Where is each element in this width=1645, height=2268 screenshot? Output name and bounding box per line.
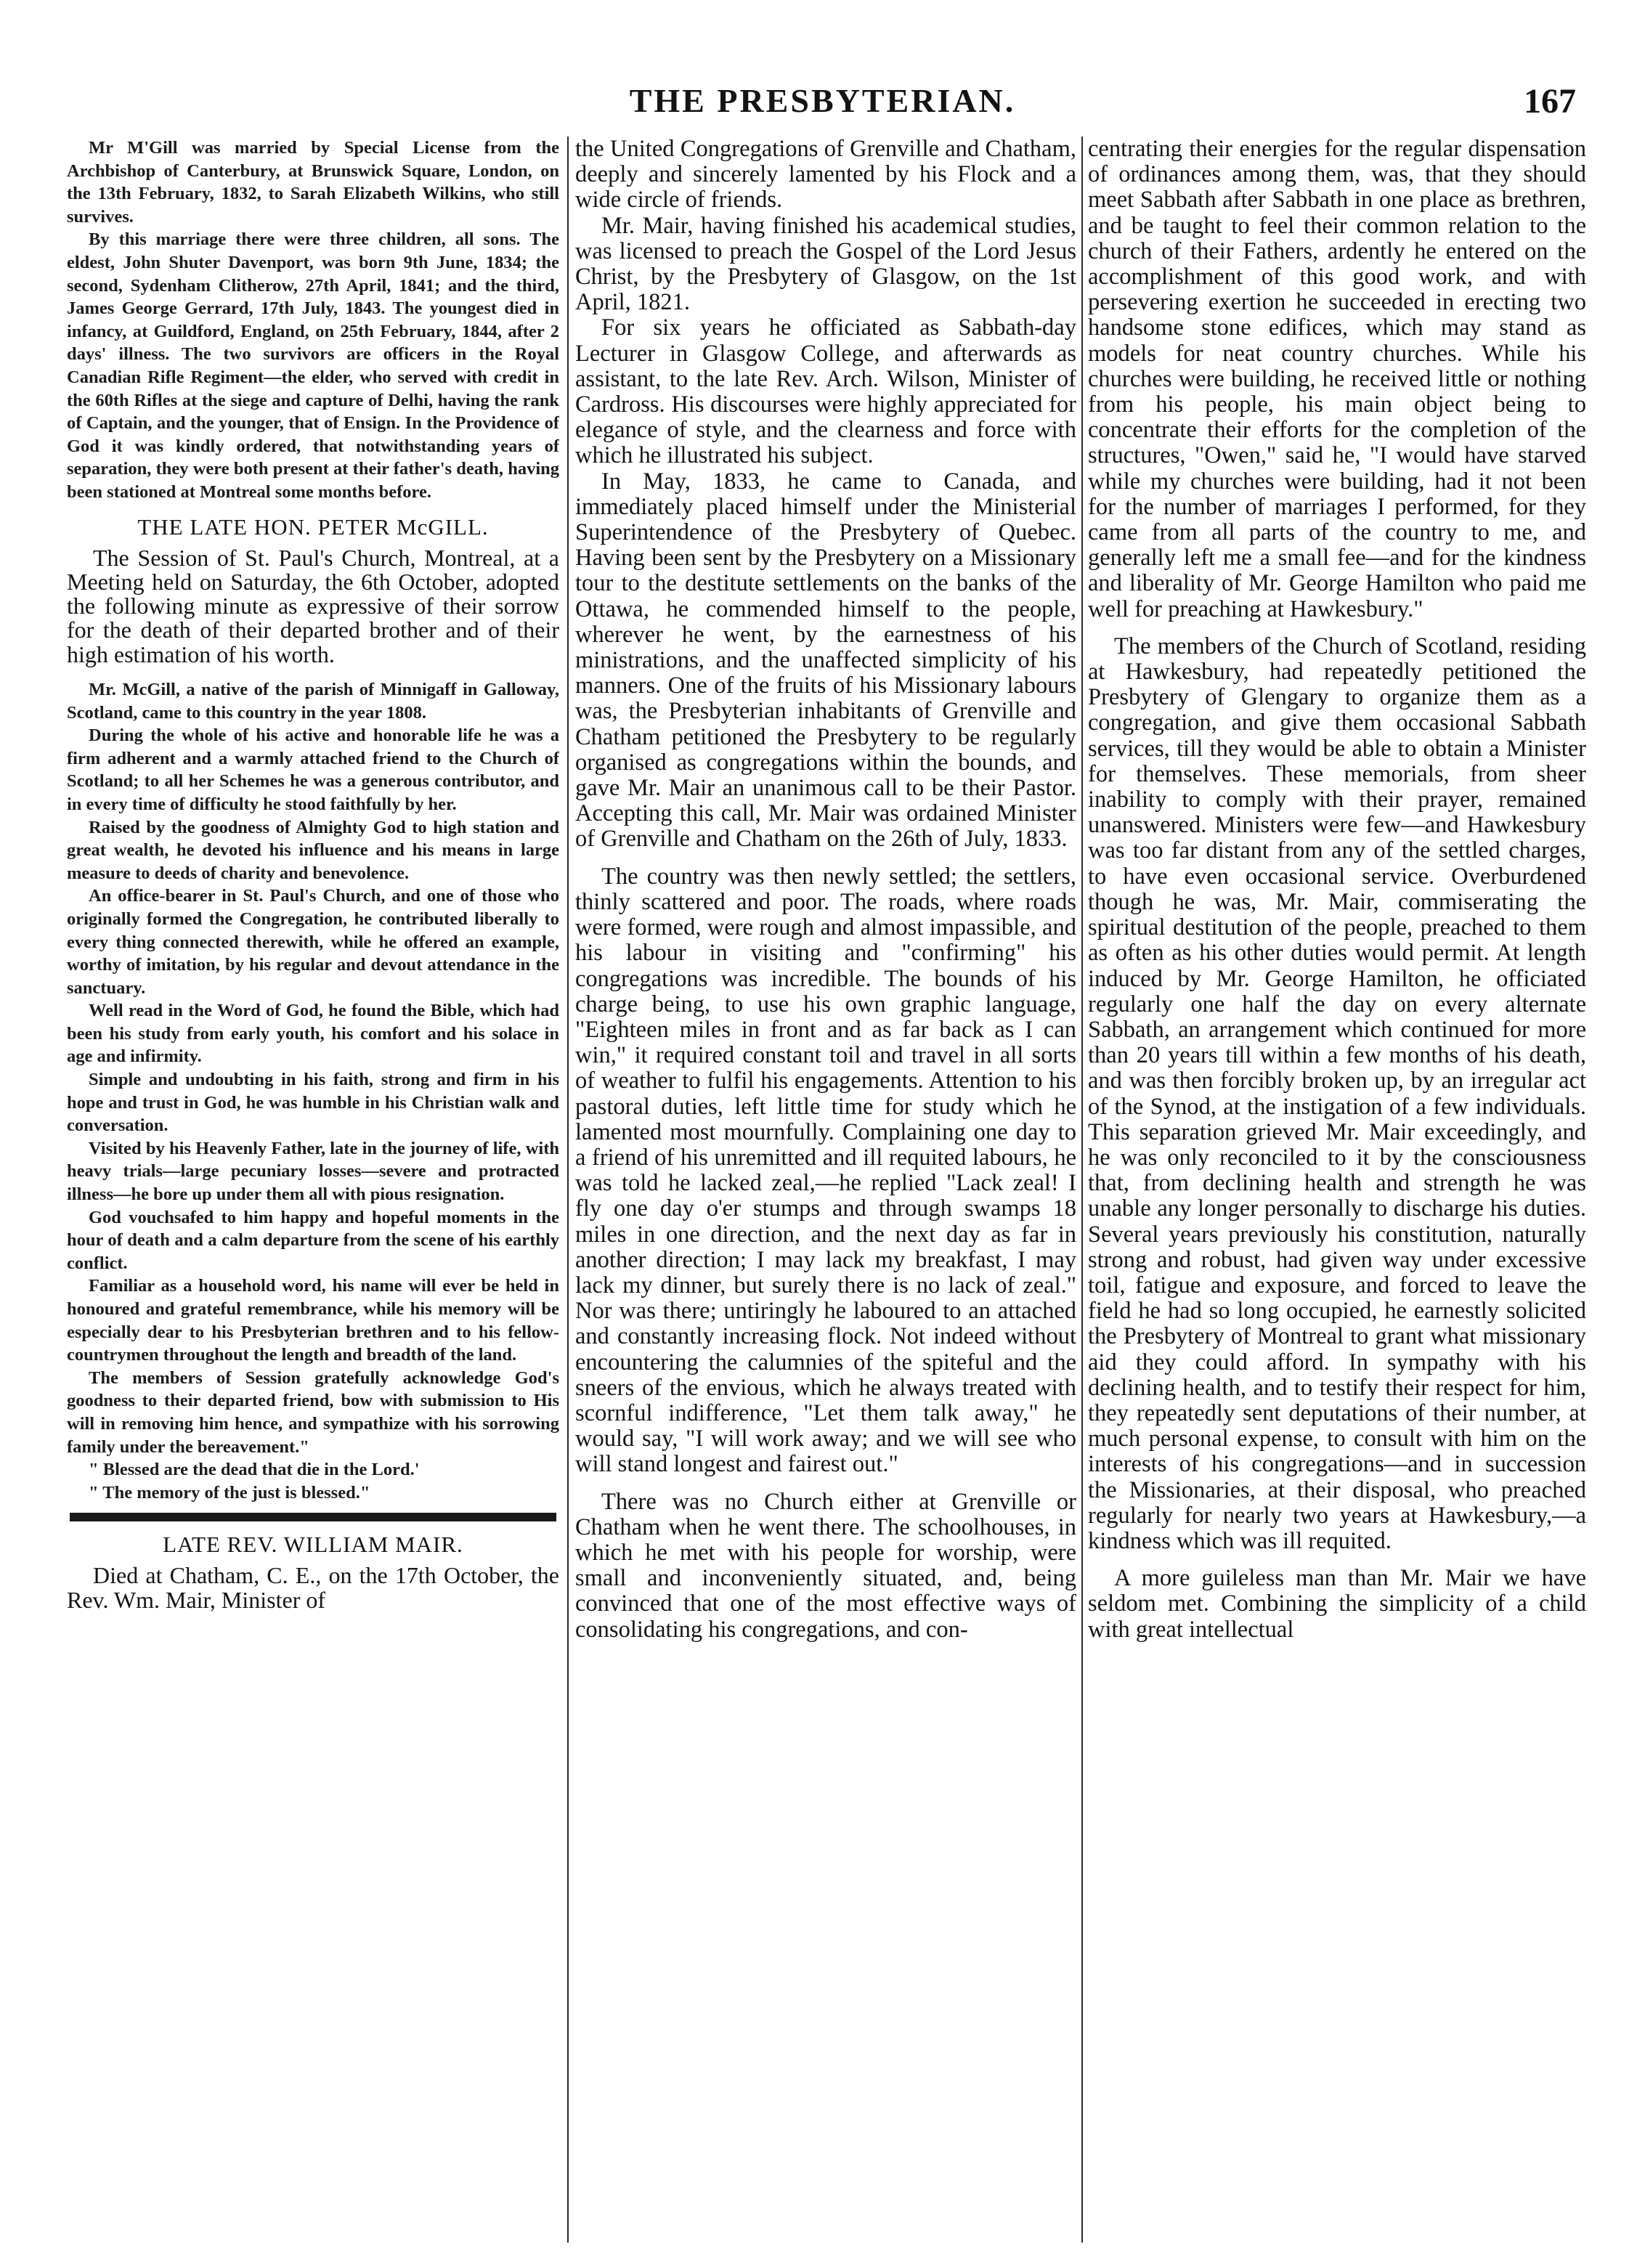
page-number: 167 [1524, 82, 1576, 121]
column-2 [575, 137, 1076, 2253]
paragraph-licensed: Mr. Mair, having finished his academical studies, was licensed to preach the Gospel of the Lord Jesus Christ, by the Presbytery of Glasgow, on the 1st April, 1821. [575, 212, 1076, 316]
quote-memory-just: " The memory of the just is blessed." [89, 1482, 370, 1503]
paragraph-congregations: the United Congregations of Grenville and Chatham, deeply and sincerely lamented by his Flock and a wide circle of friends. [575, 137, 1076, 214]
column-rule-right [1081, 137, 1083, 2243]
heading-peter-mcgill: THE LATE HON. PETER McGILL. [137, 513, 489, 540]
paragraph-native: Mr. McGill, a native of the parish of Minnigaff in Galloway, Scotland, came to this country in the year 1808. [67, 679, 559, 723]
column-3 [1088, 137, 1586, 2253]
column-1 [67, 137, 559, 2253]
paragraph-members-session: The members of Session gratefully acknowledge God's goodness to their departed friend, bow with submission to His will in removing him hence, and sympathize with his sorrowing family under the bereavement." [67, 1367, 559, 1457]
paragraph-concentrating: centrating their energies for the regular dispensation of ordinances among them, was, that they should meet Sabbath after Sabbath in one place as brethren, and be taught to feel their common relation to the church of their Fathers, ardently he entered on the accomplishment of this good work, and with persevering exertion he succeeded in erecting two handsome stone edifices, which may stand as models for neat country churches. While his churches were building, he received little or nothing from his people, his main object being to concentrate their efforts for the completion of the structures, "Owen," said he, "I would have starved while my churches were building, had it not been for the number of marriages I performed, for they came from all parts of the country to me, and generally left me a small fee—and for the kindness and liberality of Mr. George Hamilton who paid me well for preaching at Hawkesbury." [1088, 137, 1586, 622]
quote-blessed-dead: " Blessed are the dead that die in the Lord.' [89, 1460, 420, 1480]
running-title: THE PRESBYTERIAN. [629, 82, 1016, 119]
paragraph-marriage: Mr M'Gill was married by Special License from the Archbishop of Canterbury, at Brunswick Square, London, on the 13th February, 1832, to Sarah Elizabeth Wilkins, who still survives. [67, 138, 559, 227]
paragraph-no-church: There was no Church either at Grenville or Chatham when he went there. The schoolhouses, in which he met with his people for worship, were small and inconveniently situated, and, being convinced that one of the most effective ways of consolidating his congregations, and con- [575, 1488, 1076, 1643]
section-divider [70, 1513, 556, 1521]
heading-william-mair: LATE REV. WILLIAM MAIR. [163, 1532, 463, 1558]
column-rule-left [567, 137, 569, 2243]
paragraph-came-to-canada: In May, 1833, he came to Canada, and immediately placed himself under the Ministerial Superintendence of the Presbytery of Quebec. Having been sent by the Presbytery on a Missionary tour to the destitute settlements on the banks of the Ottawa, he commended himself to the people, wherever he went, by the earnestness of his ministrations, and the unaffected simplicity of his manners. One of the fruits of his Missionary labours was, the Presbyterian inhabitants of Grenville and Chatham petitioned the Presbytery to be regularly organised as congregations within the bounds, and gave Mr. Mair an unanimous call to be their Pastor. Accepting this call, Mr. Mair was ordained Minister of Grenville and Chatham on the 26th of July, 1833. [575, 468, 1076, 853]
paragraph-mair-died: Died at Chatham, C. E., on the 17th October, the Rev. Wm. Mair, Minister of [67, 1562, 559, 1613]
paragraph-office-bearer: An office-bearer in St. Paul's Church, and one of those who originally formed the Congregation, he contributed liberally to every thing connected therewith, while he offered an example, worthy of imitation, by his regular and devout attendance in the sanctuary. [67, 886, 559, 998]
paragraph-well-read: Well read in the Word of God, he found the Bible, which had been his study from early youth, his comfort and his solace in age and infirmity. [67, 1001, 559, 1067]
paragraph-familiar: Familiar as a household word, his name will ever be held in honoured and grateful remembrance, while his memory will be especially dear to his Presbyterian brethren and to his fellow-countrymen throughout the length and breadth of the land. [67, 1276, 559, 1365]
paragraph-session-intro: The Session of St. Paul's Church, Montreal, at a Meeting held on Saturday, the 6th October, adopted the following minute as expressive of their sorrow for the death of their departed brother and of their high estimation of his worth. [67, 544, 559, 667]
page-header [0, 0, 1645, 138]
paragraph-guileless: A more guileless man than Mr. Mair we have seldom met. Combining the simplicity of a child with great intellectual [1088, 1565, 1586, 1643]
session-intro [67, 546, 559, 667]
session-minute [67, 678, 559, 1504]
paragraph-raised: Raised by the goodness of Almighty God to high station and great wealth, he devoted his influence and his means in large measure to deeds of charity and benevolence. [67, 817, 559, 883]
paragraph-simple-faith: Simple and undoubting in his faith, strong and firm in his hope and trust in God, he was humble in his Christian walk and conversation. [67, 1070, 559, 1136]
paragraph-adherent: During the whole of his active and honorable life he was a firm adherent and a warmly attached friend to the Church of Scotland; to all her Schemes he was a generous contributor, and in every time of difficulty he stood faithfully by her. [67, 725, 559, 814]
paragraph-country-settled: The country was then newly settled; the settlers, thinly scattered and poor. The roads, where roads were formed, were rough and almost impassible, and his labour in visiting and "confirming" his congregations was incredible. The bounds of his charge being, to use his own graphic language, "Eighteen miles in front and as far back as I can win," it required constant toil and travel in all sorts of weather to fulfil his engagements. Attention to his pastoral duties, left little time for study which he lamented most mournfully. Complaining one day to a friend of his unremitted and ill requited labours, he was told he lacked zeal,—he replied "Lack zeal! I fly one day o'er stumps and through swamps 18 miles in one direction, and the next day as far in another direction; I may lack my breakfast, I may lack my dinner, but surely there is no lack of zeal." Nor was there; untiringly he laboured to an attached and constantly increasing flock. Not indeed without encountering the calumnies of the spiteful and the sneers of the envious, which he always treated with scornful indifference, "Let them talk away," he would say, "I will work away; and we will see who will stand longest and fairest out." [575, 863, 1076, 1478]
paragraph-visited: Visited by his Heavenly Father, late in the journey of life, with heavy trials—large pecuniary losses—severe and protracted illness—he bore up under them all with pious resignation. [67, 1138, 559, 1205]
paragraph-hawkesbury: The members of the Church of Scotland, residing at Hawkesbury, had repeatedly petitioned the Presbytery of Glengary to organize them as a congregation, and give them occasional Sabbath services, till they would be able to obtain a Minister for themselves. These memorials, from sheer inability to comply with their prayer, remained unanswered. Ministers were few—and Hawkesbury was too far distant from any of the settled charges, to have even occasional service. Overburdened though he was, Mr. Mair, commiserating the spiritual destitution of the people, preached to them as often as his other duties would permit. At length induced by Mr. George Hamilton, he officiated regularly one half the day on every alternate Sabbath, an arrangement which continued for more than 20 years till within a few months of his death, and was then forcibly broken up, by an irregular act of the Synod, at the instigation of a few individuals. This separation grieved Mr. Mair exceedingly, and he was only reconciled to it by the consciousness that, from declining health and strength he was unable any longer personally to discharge his duties. Several years previously his constitution, naturally strong and robust, had given way under excessive toil, fatigue and exposure, and forced to leave the field he had so long occupied, he earnestly solicited the Presbytery of Montreal to grant what missionary aid they could afford. In sympathy with his declining health, and to testify their respect for him, they repeatedly sent deputations of their number, at much personal expense, to consult with him on the interests of his congregations—and in succession the Missionaries, at their disposal, who preached regularly for nearly two years at Hawkesbury,—a kindness which was ill requited. [1088, 633, 1586, 1554]
paragraph-vouchsafed: God vouchsafed to him happy and hopeful moments in the hour of death and a calm departure from the scene of his earthly conflict. [67, 1207, 559, 1273]
paragraph-children: By this marriage there were three children, all sons. The eldest, John Shuter Davenport, was born 9th June, 1834; the second, Sydenham Clitherow, 27th April, 1841; and the third, James George Gerrard, 17th July, 1843. The youngest died in infancy, at Guildford, England, on 25th February, 1844, after 2 days' illness. The two survivors are officers in the Royal Canadian Rifle Regiment—the elder, who served with credit in the 60th Rifles at the siege and capture of Delhi, having the rank of Captain, and the younger, that of Ensign. In the Providence of God it was kindly ordered, that notwithstanding years of separation, they were both present at their father's death, having been stationed at Montreal some months before. [67, 229, 559, 502]
paragraph-lecturer: For six years he officiated as Sabbath-day Lecturer in Glasgow College, and afterwards as assistant, to the late Rev. Arch. Wilson, Minister of Cardross. His discourses were highly appreciated for elegance of style, and the clearness and force with which he illustrated his subject. [575, 314, 1076, 469]
mcgill-family-notes [67, 137, 559, 504]
mair-intro-block [67, 1564, 559, 1612]
